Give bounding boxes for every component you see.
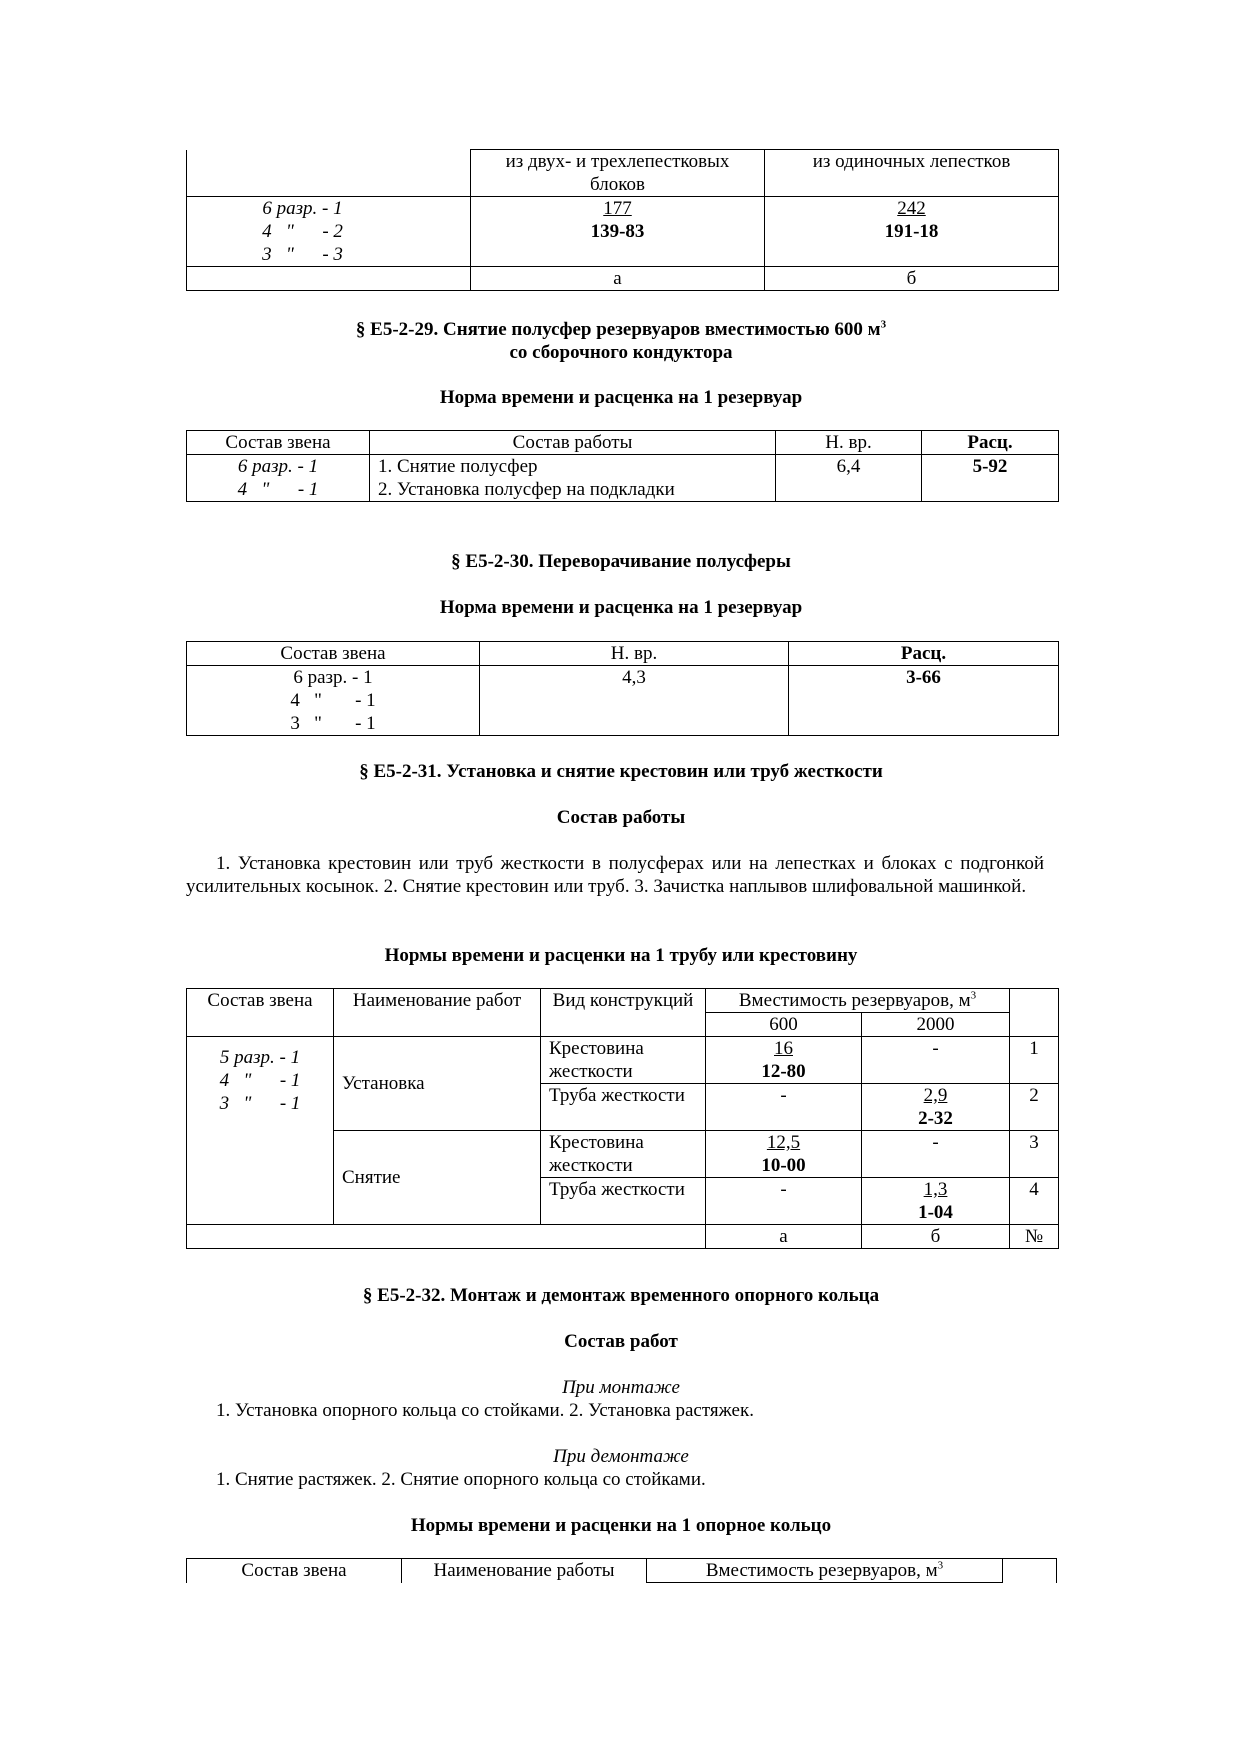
s30-h-crew: Состав звена xyxy=(187,642,480,666)
s31-2000-4-nvr: 1,3 xyxy=(923,1179,948,1200)
s31-600-1-rate: 12-80 xyxy=(761,1061,806,1082)
s32-title: § Е5-2-32. Монтаж и демонтаж временного опорного кольца xyxy=(362,1285,880,1306)
s29-h-work: Состав работы xyxy=(370,431,776,455)
s31-600-3 xyxy=(706,1131,862,1178)
s31-2000-1-nvr: - xyxy=(932,1038,939,1059)
s31-h-cap-text: Вместимость резервуаров, м xyxy=(738,990,971,1011)
s31-footer-b: б xyxy=(862,1225,1010,1249)
s31-kind-3: Крестовина жесткости xyxy=(541,1131,706,1178)
s32-h-cap xyxy=(647,1559,1003,1583)
t1-footer-empty xyxy=(187,267,471,291)
s31-2000-1 xyxy=(862,1037,1010,1084)
s32-dismount-text: 1. Снятие растяжек. 2. Снятие опорного кольца со стойками. xyxy=(216,1469,706,1490)
s32-h-work: Наименование работы xyxy=(402,1559,647,1583)
s31-num-3: 3 xyxy=(1010,1131,1059,1178)
s31-2000-4 xyxy=(862,1178,1010,1225)
t1-nvr-b: 242 xyxy=(897,198,926,219)
s30-crew: 6 разр. - 1 4 " - 1 3 " - 1 xyxy=(187,666,480,736)
s31-600-3-rate: 10-00 xyxy=(761,1155,806,1176)
s29-nvr: 6,4 xyxy=(776,455,922,502)
s31-600-2-nvr: - xyxy=(780,1085,787,1106)
t1-header-empty xyxy=(187,150,471,197)
t1-crew: 6 разр. - 1 4 " - 2 3 " - 3 xyxy=(187,197,471,267)
s31-h-num xyxy=(1010,989,1059,1037)
s31-footer-num: № xyxy=(1010,1225,1059,1249)
s32-norm-title: Нормы времени и расценки на 1 опорное кольцо xyxy=(410,1515,832,1536)
table-s30 xyxy=(186,641,1059,736)
s32-dismount-label: При демонтаже xyxy=(553,1446,689,1467)
s31-comp-title: Состав работы xyxy=(556,807,686,828)
s31-600-1-nvr: 16 xyxy=(774,1038,793,1059)
t1-nvr-a: 177 xyxy=(603,198,632,219)
s31-600-2 xyxy=(706,1084,862,1131)
table-s29 xyxy=(186,430,1059,502)
s31-2000-3 xyxy=(862,1131,1010,1178)
s31-num-1: 1 xyxy=(1010,1037,1059,1084)
s30-title: § Е5-2-30. Переворачивание полусферы xyxy=(451,551,791,572)
s30-h-nvr: Н. вр. xyxy=(480,642,789,666)
t1-value-a xyxy=(471,197,765,267)
s29-h-crew: Состав звена xyxy=(187,431,370,455)
table-s31 xyxy=(186,988,1059,1249)
s31-h-600: 600 xyxy=(706,1013,862,1037)
s30-nvr: 4,3 xyxy=(480,666,789,736)
s32-mount-label: При монтаже xyxy=(562,1377,680,1398)
s31-num-2: 2 xyxy=(1010,1084,1059,1131)
s31-2000-3-nvr: - xyxy=(932,1132,939,1153)
s31-h-2000: 2000 xyxy=(862,1013,1010,1037)
s31-norm-title: Нормы времени и расценки на 1 трубу или крестовину xyxy=(384,945,858,966)
s29-title-line1: § Е5-2-29. Снятие полусфер резервуаров вместимостью 600 м xyxy=(355,319,881,340)
s29-work xyxy=(370,455,776,502)
s30-norm-title: Норма времени и расценка на 1 резервуар xyxy=(439,597,803,618)
s31-work-install: Установка xyxy=(334,1037,541,1131)
s29-h-rate: Расц. xyxy=(922,431,1059,455)
s31-h-kind: Вид конструкций xyxy=(541,989,706,1037)
s29-title-sup: 3 xyxy=(880,318,887,331)
s31-h-cap-sup: 3 xyxy=(970,989,977,1002)
s32-h-num xyxy=(1003,1559,1057,1583)
s31-600-1 xyxy=(706,1037,862,1084)
s32-h-crew: Состав звена xyxy=(187,1559,402,1583)
table-continuation xyxy=(186,149,1059,291)
s31-num-4: 4 xyxy=(1010,1178,1059,1225)
s29-work-1: 1. Снятие полусфер xyxy=(378,456,538,477)
s31-600-3-nvr: 12,5 xyxy=(766,1132,801,1153)
s31-2000-2 xyxy=(862,1084,1010,1131)
s31-h-cap xyxy=(706,989,1010,1013)
s31-kind-2: Труба жесткости xyxy=(541,1084,706,1131)
s31-footer-a: а xyxy=(706,1225,862,1249)
s31-2000-4-rate: 1-04 xyxy=(918,1202,953,1223)
s31-2000-2-rate: 2-32 xyxy=(918,1108,953,1129)
s31-work-remove: Снятие xyxy=(334,1131,541,1225)
t1-rate-b: 191-18 xyxy=(884,221,939,242)
s32-comp-title: Состав работ xyxy=(564,1331,678,1352)
t1-header-blocks: из двух- и трехлепестковых блоков xyxy=(471,150,765,197)
s30-rate: 3-66 xyxy=(789,666,1059,736)
s31-crew: 5 разр. - 1 4 " - 1 3 " - 1 xyxy=(187,1037,334,1225)
s31-h-crew: Состав звена xyxy=(187,989,334,1037)
s31-2000-2-nvr: 2,9 xyxy=(923,1085,948,1106)
t1-value-b xyxy=(765,197,1059,267)
s29-h-nvr: Н. вр. xyxy=(776,431,922,455)
s29-rate: 5-92 xyxy=(922,455,1059,502)
s32-h-cap-text: Вместимость резервуаров, м xyxy=(705,1560,938,1581)
s31-kind-1: Крестовина жесткости xyxy=(541,1037,706,1084)
s31-h-work: Наименование работ xyxy=(334,989,541,1037)
t1-col-a: а xyxy=(471,267,765,291)
s29-work-2: 2. Установка полусфер на подкладки xyxy=(378,479,675,500)
s31-title: § Е5-2-31. Установка и снятие крестовин или труб жесткости xyxy=(359,761,883,782)
s32-mount-text: 1. Установка опорного кольца со стойками. 2. Установка растяжек. xyxy=(216,1400,754,1421)
section-29-title xyxy=(186,318,1056,364)
s31-footer-empty xyxy=(187,1225,706,1249)
s30-h-rate: Расц. xyxy=(789,642,1059,666)
t1-col-b: б xyxy=(765,267,1059,291)
s32-h-cap-sup: 3 xyxy=(937,1559,944,1572)
t1-header-single: из одиночных лепестков xyxy=(765,150,1059,197)
s31-600-4-nvr: - xyxy=(780,1179,787,1200)
s31-comp-text: 1. Установка крестовин или труб жесткости в полусферах или на лепестках и блоках с подгонкой усилительных косынок. 2. Снятие крестовин или труб. 3. Зачистка наплывов шлифовальной машинкой. xyxy=(186,853,1044,897)
s29-norm-title: Норма времени и расценка на 1 резервуар xyxy=(439,387,803,408)
table-s32 xyxy=(186,1558,1057,1583)
s31-kind-4: Труба жесткости xyxy=(541,1178,706,1225)
s31-600-4 xyxy=(706,1178,862,1225)
s29-crew: 6 разр. - 1 4 " - 1 xyxy=(187,455,370,502)
t1-rate-a: 139-83 xyxy=(590,221,645,242)
s29-title-line2: со сборочного кондуктора xyxy=(509,342,733,363)
